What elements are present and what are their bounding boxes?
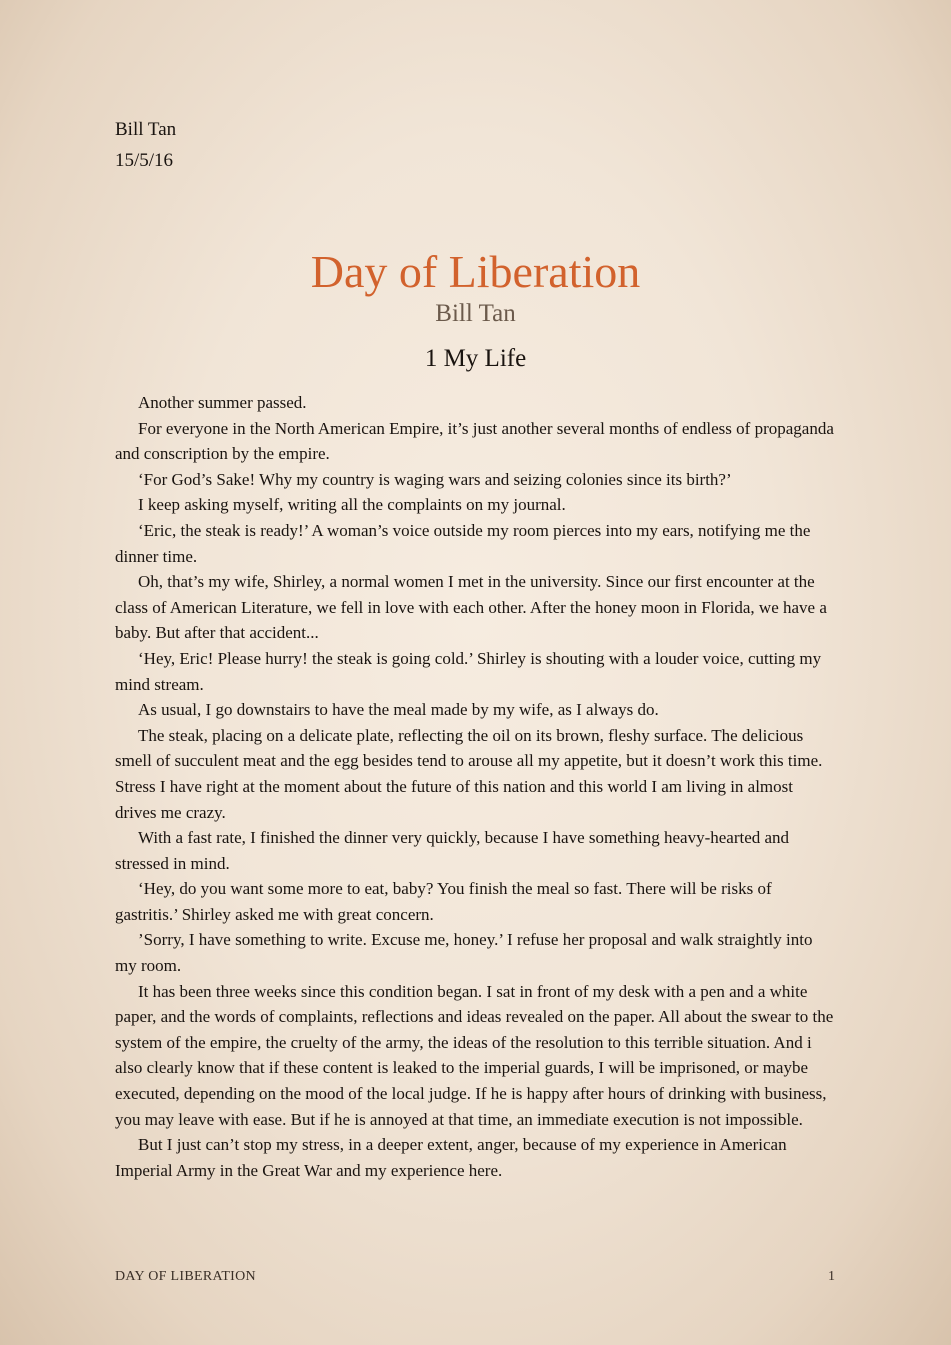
paragraph: For everyone in the North American Empire, it’s just another several months of endless of propaganda and conscription by the empire. [115,418,834,464]
chapter-heading: 1 My Life [424,345,527,372]
paragraph: With a fast rate, I finished the dinner very quickly, because I have something heavy-hearted and stressed in mind. [115,828,790,873]
document-title: Day of Liberation [310,246,641,297]
header-author: Bill Tan [115,119,177,140]
paragraph: The steak, placing on a delicate plate, reflecting the oil on its brown, fleshy surface. The delicious smell of succulent meat and the egg besides tend to arouse all my appetite, but it doesn’t work this time. Stress I have right at the moment about the future of this nation and this world I am living in almost drives me crazy. [115,725,823,822]
footer-page-number: 1 [828,1269,835,1284]
body-text [115,390,837,1183]
paragraph: ‘Eric, the steak is ready!’ A woman’s voice outside my room pierces into my ears, notifying me the dinner time. [115,520,811,566]
paragraph: Another summer passed. [138,393,307,412]
header-date: 15/5/16 [115,150,174,171]
header-block [115,114,176,176]
paragraph: It has been three weeks since this condition began. I sat in front of my desk with a pen and a white paper, and the words of complaints, reflections and ideas revealed on the paper. All about the swear to the system of the empire, the cruelty of the army, the ideas of the resolution to this terrible situation. And i also clearly know that if these content is leaked to the imperial guards, I will be imprisoned, or maybe executed, depending on the mood of the local judge. If he is happy after hours of drinking with business, you may leave with ease. But if he is annoyed at that time, an immediate execution is not impossible. [115,981,834,1129]
paragraph: Oh, that’s my wife, Shirley, a normal women I met in the university. Since our first encounter at the class of American Literature, we fell in love with each other. After the honey moon in Florida, we have a baby. But after that accident... [115,572,827,643]
paragraph: ‘For God’s Sake! Why my country is waging wars and seizing colonies since its birth?’ [138,469,732,489]
paragraph: ’Sorry, I have something to write. Excuse me, honey.’ I refuse her proposal and walk straightly into my room. [115,930,813,976]
paragraph: I keep asking myself, writing all the complaints on my journal. [138,495,566,515]
footer-running-title: DAY OF LIBERATION [115,1269,256,1284]
document-byline: Bill Tan [435,300,516,327]
paragraph: As usual, I go downstairs to have the meal made by my wife, as I always do. [138,700,659,720]
paragraph: But I just can’t stop my stress, in a deeper extent, anger, because of my experience in American Imperial Army in the Great War and my experience here. [115,1135,787,1180]
paragraph: ‘Hey, Eric! Please hurry! the steak is going cold.’ Shirley is shouting with a louder voice, cutting my mind stream. [115,648,822,694]
paragraph: ‘Hey, do you want some more to eat, baby? You finish the meal so fast. There will be risks of gastritis.’ Shirley asked me with great concern. [115,879,772,924]
